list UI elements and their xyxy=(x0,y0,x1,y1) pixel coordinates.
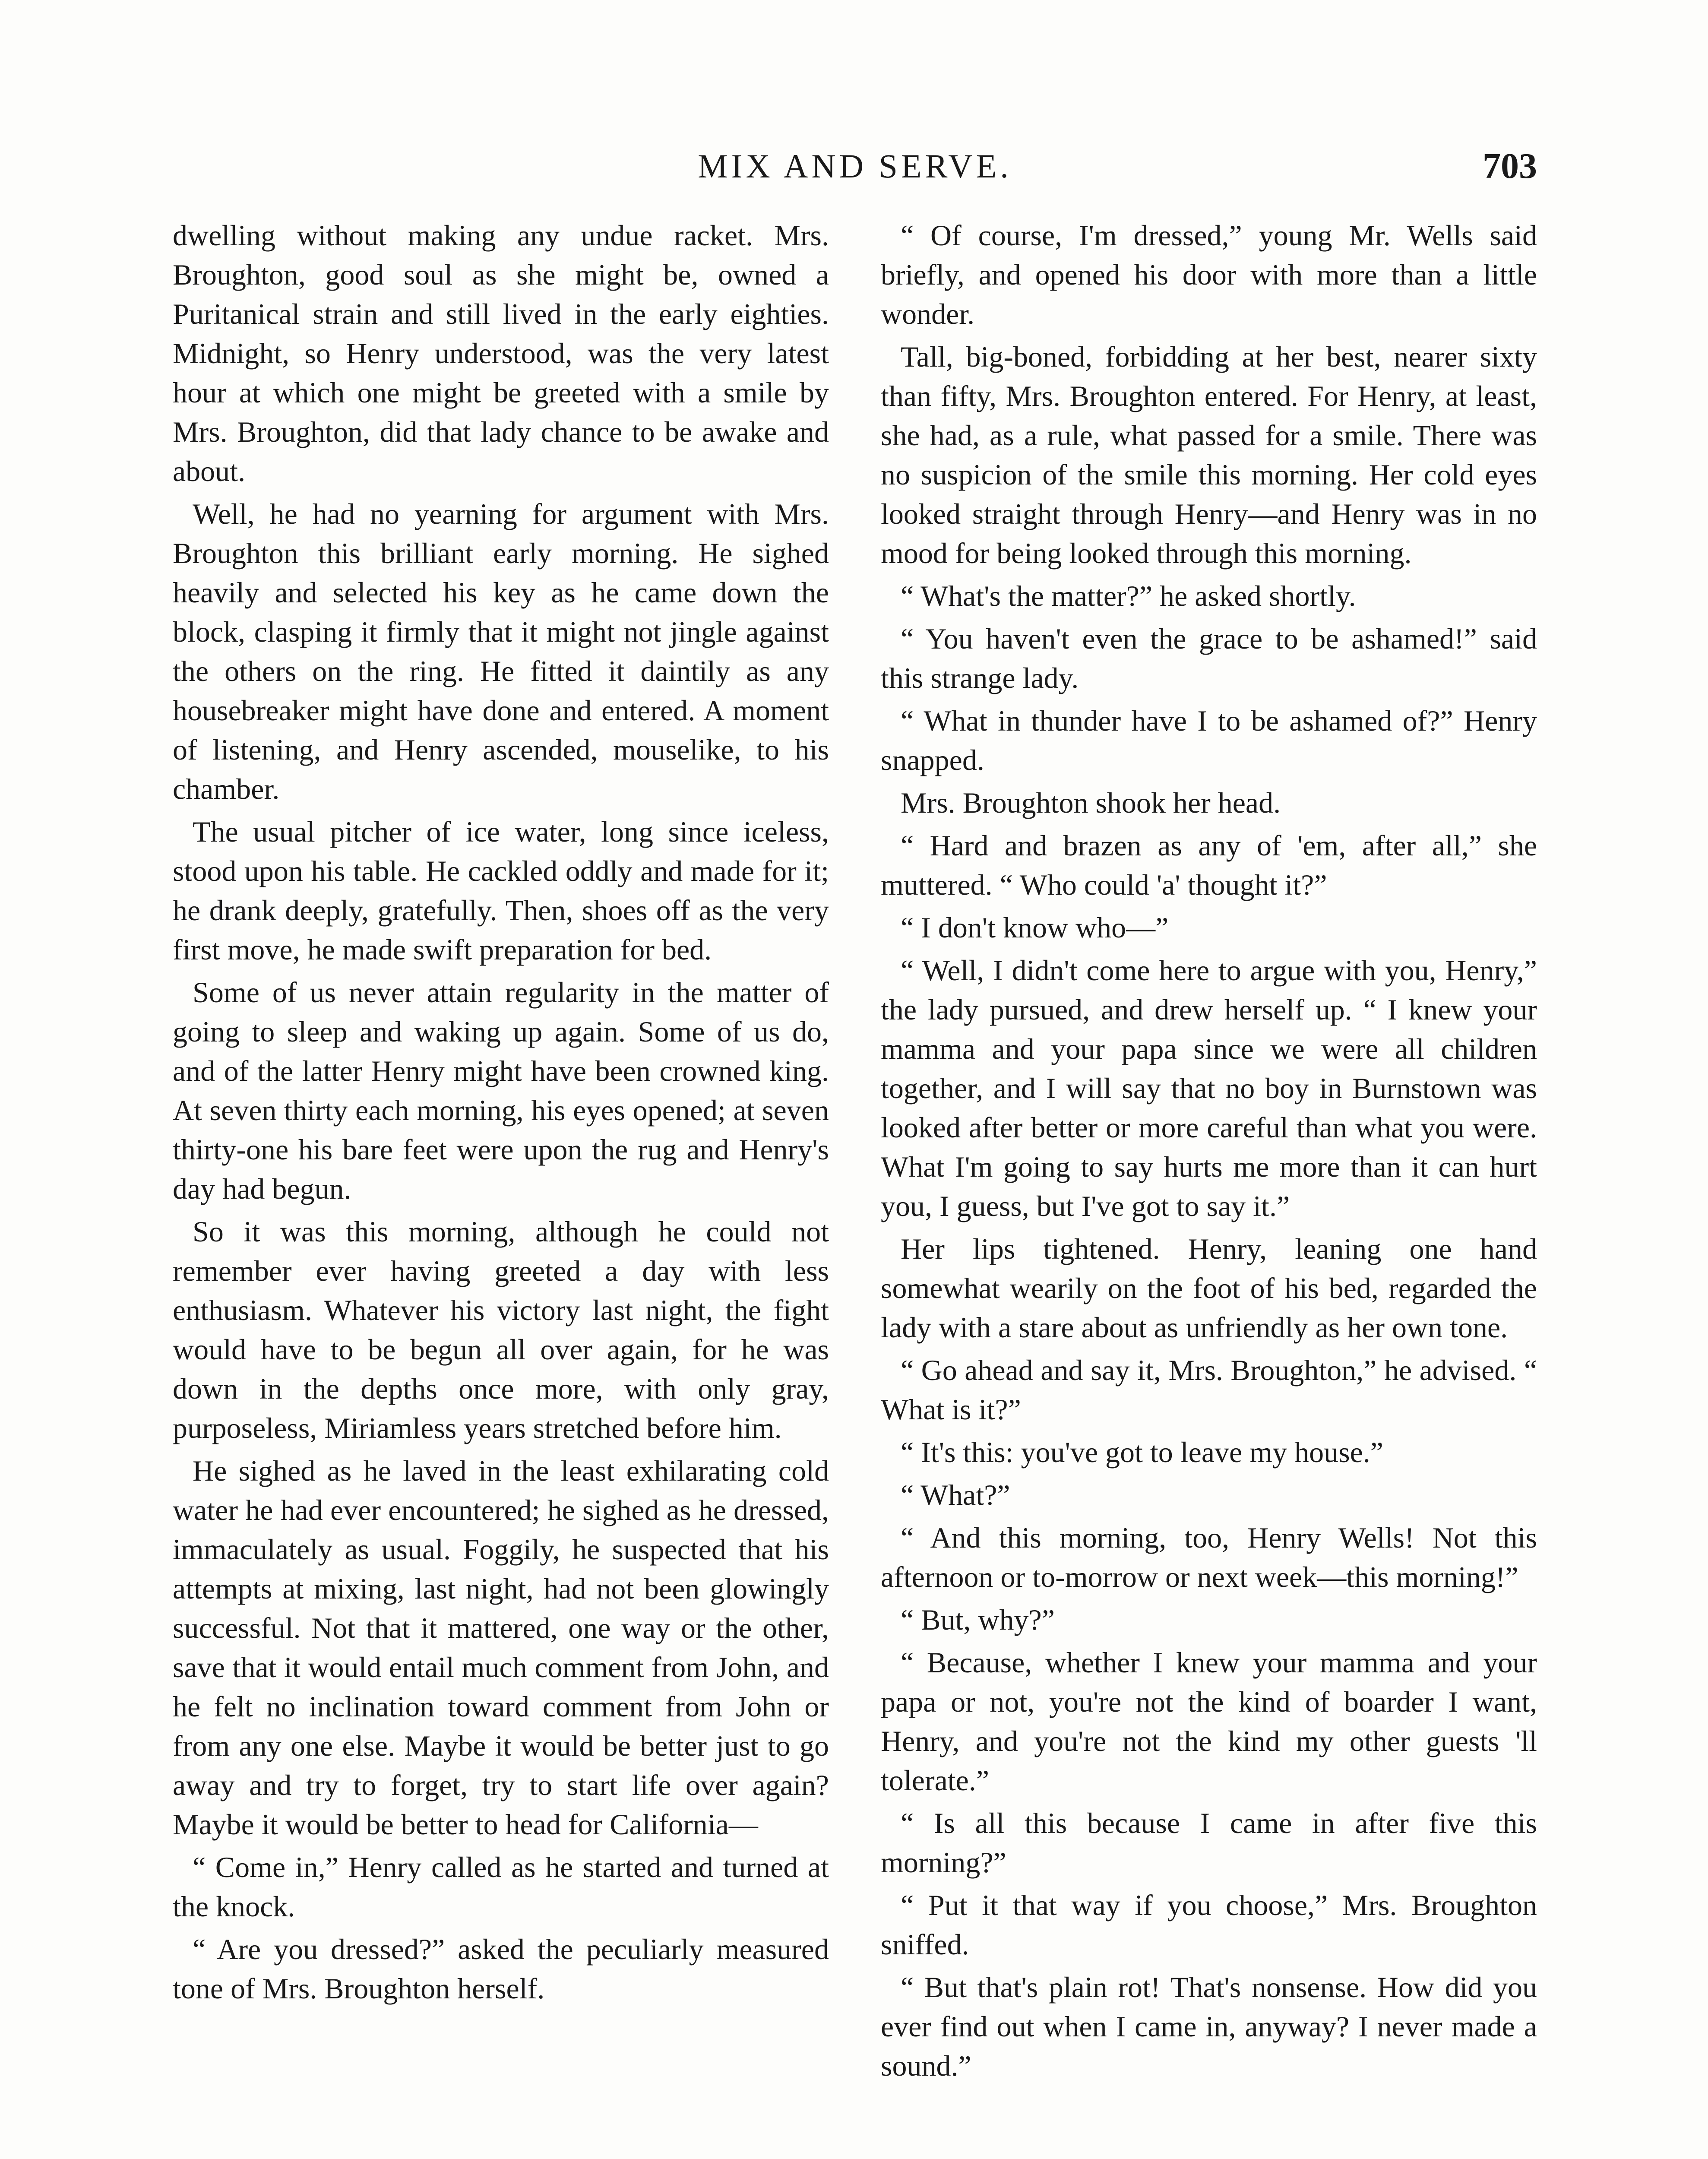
paragraph: “ Well, I didn't come here to argue with you, Henry,” the lady pursued, and drew herself up. “ I knew your mamma and your papa since we were all children together, and I will say that no boy in Burnstown was looked after better or more careful than what you were. What I'm going to say hurts me more than it can hurt you, I guess, but I've got to say it.” xyxy=(881,954,1537,1222)
paragraph: “ Is all this because I came in after five this morning?” xyxy=(881,1807,1537,1879)
paragraph: “ What in thunder have I to be ashamed of?” Henry snapped. xyxy=(881,704,1537,776)
paragraph: “ Hard and brazen as any of 'em, after all,” she muttered. “ Who could 'a' thought it?” xyxy=(881,829,1537,901)
paragraph: “ You haven't even the grace to be ashamed!” said this strange lady. xyxy=(881,622,1537,694)
paragraph: Her lips tightened. Henry, leaning one hand somewhat wearily on the foot of his bed, regarded the lady with a stare about as unfriendly as her own tone. xyxy=(881,1232,1537,1344)
right-column xyxy=(881,216,1537,2159)
paragraph: “ Go ahead and say it, Mrs. Broughton,” he advised. “ What is it?” xyxy=(881,1354,1537,1426)
paragraph: “ Are you dressed?” asked the peculiarly measured tone of Mrs. Broughton herself. xyxy=(173,1933,829,2005)
paragraph: “ What's the matter?” he asked shortly. xyxy=(901,579,1356,612)
paragraph: “ What?” xyxy=(901,1478,1010,1511)
running-title: MIX AND SERVE. xyxy=(698,147,1012,185)
paragraph: “ I don't know who—” xyxy=(901,911,1169,944)
paragraph: Some of us never attain regularity in the matter of going to sleep and waking up again. Some of us do, and of the latter Henry might have been crowned king. At seven thirty each morning, his eyes opened; at seven thirty-one his bare feet were upon the rug and Henry's day had begun. xyxy=(173,976,829,1205)
paragraph: “ Because, whether I knew your mamma and your papa or not, you're not the kind of boarder I want, Henry, and you're not the kind my other guests 'll tolerate.” xyxy=(881,1646,1537,1797)
paragraph: Mrs. Broughton shook her head. xyxy=(901,786,1281,819)
paragraph: “ But that's plain rot! That's nonsense. How did you ever find out when I came in, anyway? I never made a sound.” xyxy=(881,1971,1537,2082)
paragraph: He sighed as he laved in the least exhilarating cold water he had ever encountered; he sighed as he dressed, immaculately as usual. Foggily, he suspected that his attempts at mixing, last night, had not been glowingly successful. Not that it mattered, one way or the other, save that it would entail much comment from John, and he felt no inclination toward comment from John or from any one else. Maybe it would be better just to go away and try to forget, try to start life over again? Maybe it would be better to head for California— xyxy=(173,1454,829,1841)
left-column xyxy=(173,216,829,2159)
paragraph: “ Come in,” Henry called as he started and turned at the knock. xyxy=(173,1851,829,1923)
paragraph: “ But, why?” xyxy=(901,1603,1055,1636)
running-head xyxy=(173,142,1537,190)
paragraph: dwelling without making any undue racket. Mrs. Broughton, good soul as she might be, owned a Puritanical strain and still lived in the early eighties. Midnight, so Henry understood, was the very latest hour at which one might be greeted with a smile by Mrs. Broughton, did that lady chance to be awake and about. xyxy=(173,219,829,488)
page-number: 703 xyxy=(1483,146,1537,186)
paragraph: “ It's this: you've got to leave my house.” xyxy=(901,1436,1383,1469)
paragraph: Tall, big-boned, forbidding at her best, nearer sixty than fifty, Mrs. Broughton entered. For Henry, at least, she had, as a rule, what passed for a smile. There was no suspicion of the smile this morning. Her cold eyes looked straight through Henry—and Henry was in no mood for being looked through this morning. xyxy=(881,340,1537,570)
paragraph: The usual pitcher of ice water, long since iceless, stood upon his table. He cackled oddly and made for it; he drank deeply, gratefully. Then, shoes off as the very first move, he made swift preparation for bed. xyxy=(173,815,829,966)
paragraph: “ Of course, I'm dressed,” young Mr. Wells said briefly, and opened his door with more than a little wonder. xyxy=(881,219,1537,330)
paragraph: “ Put it that way if you choose,” Mrs. Broughton sniffed. xyxy=(881,1889,1537,1961)
paragraph: “ And this morning, too, Henry Wells! Not this afternoon or to-morrow or next week—this morning!” xyxy=(881,1521,1537,1593)
paragraph: Well, he had no yearning for argument with Mrs. Broughton this brilliant early morning. He sighed heavily and selected his key as he came down the block, clasping it firmly that it might not jingle against the others on the ring. He fitted it daintily as any housebreaker might have done and entered. A moment of listening, and Henry ascended, mouselike, to his chamber. xyxy=(173,497,829,805)
paragraph: So it was this morning, although he could not remember ever having greeted a day with less enthusiasm. Whatever his victory last night, the fight would have to be begun all over again, for he was down in the depths once more, with only gray, purposeless, Miriamless years stretched before him. xyxy=(173,1215,829,1444)
